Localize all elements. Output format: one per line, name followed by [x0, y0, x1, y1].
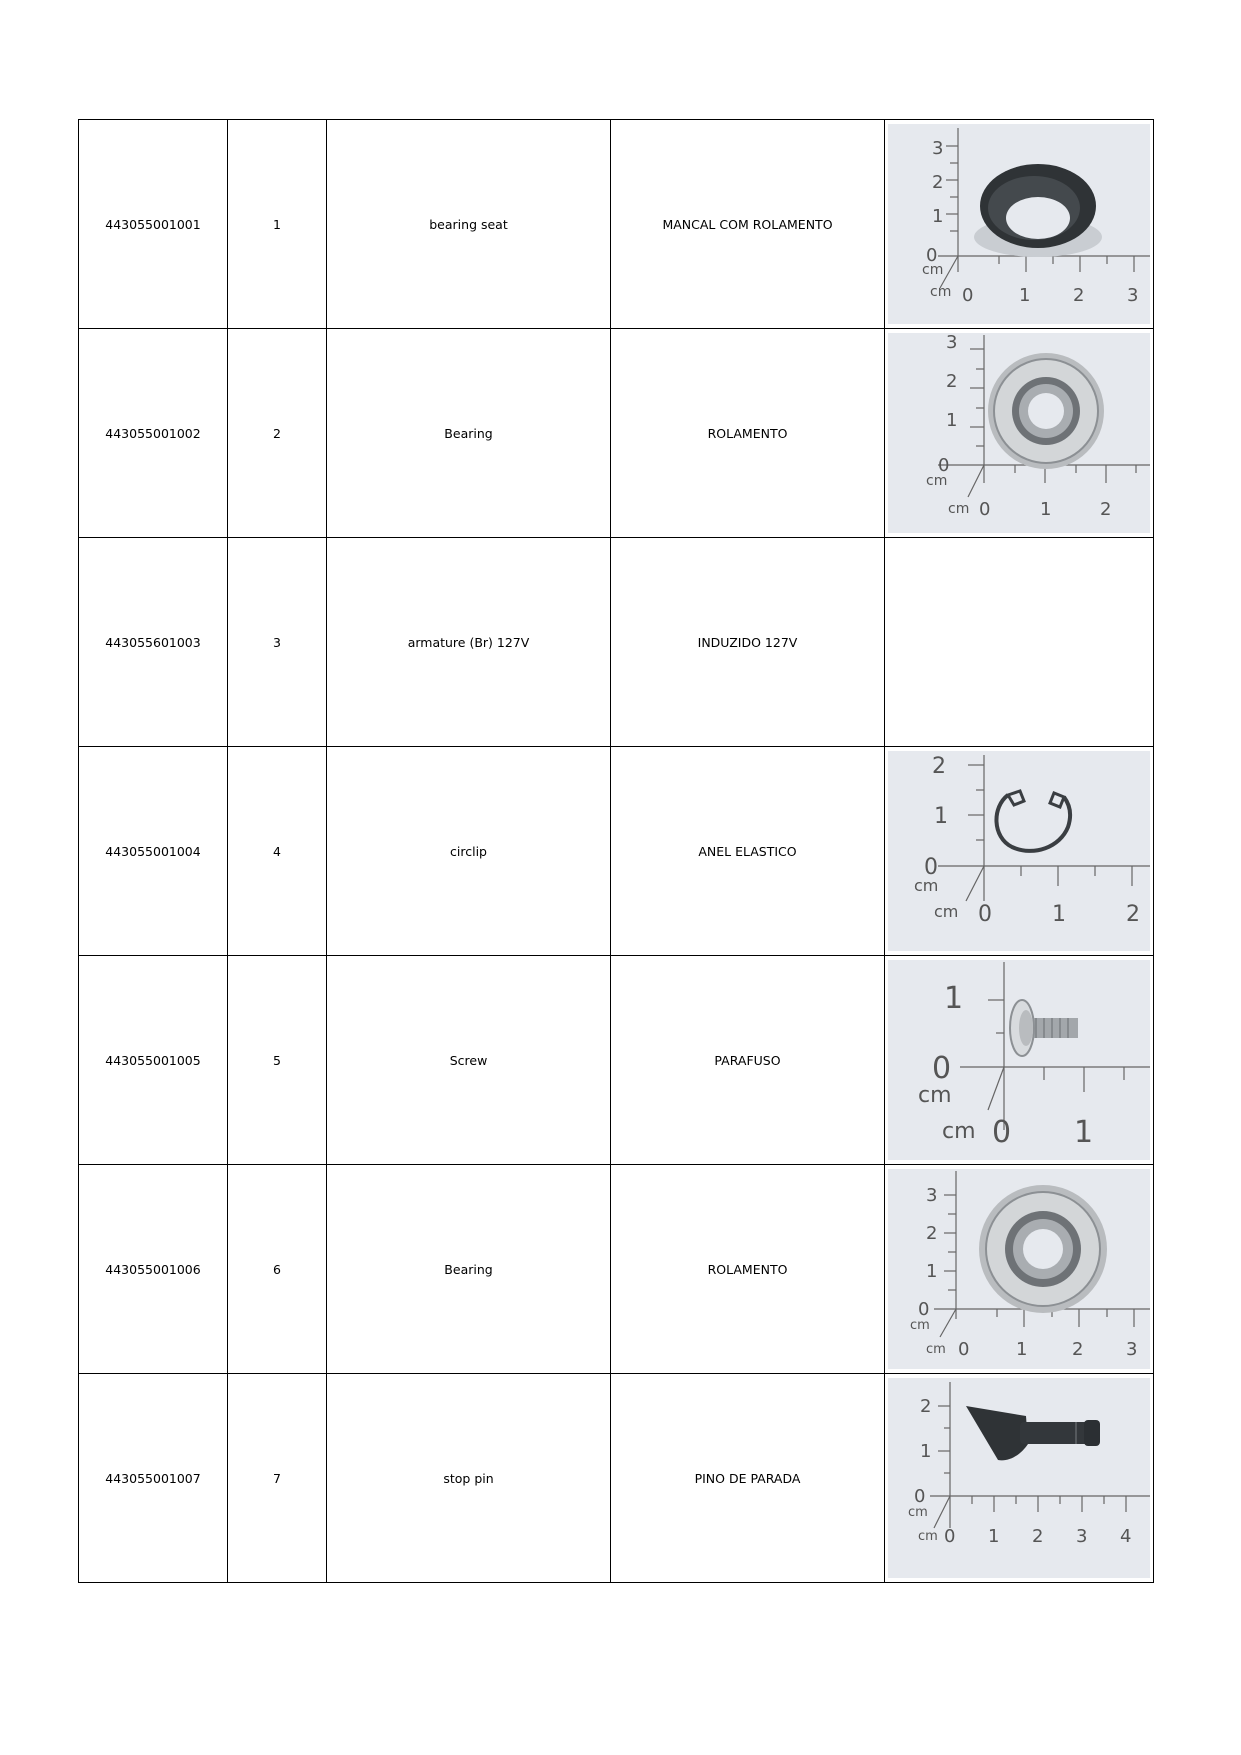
bearing-seat-photo [888, 124, 1150, 324]
ruler-unit-label: cm [926, 473, 948, 489]
ruler-tick-label: 1 [944, 981, 964, 1016]
part-number: 443055601003 [79, 538, 228, 747]
ruler-tick-label: 2 [1126, 902, 1140, 927]
part-photo [888, 751, 1150, 951]
photo-cell [885, 1165, 1154, 1374]
position-number: 3 [228, 538, 327, 747]
part-photo [888, 1378, 1150, 1578]
photo-cell [885, 956, 1154, 1165]
ruler-tick-label: 2 [1073, 285, 1085, 306]
description-english: bearing seat [327, 120, 611, 329]
description-portuguese: INDUZIDO 127V [611, 538, 885, 747]
description-portuguese: PARAFUSO [611, 956, 885, 1165]
part-number: 443055001006 [79, 1165, 228, 1374]
parts-table [78, 119, 1154, 1583]
ruler-tick-label: 0 [914, 1486, 926, 1507]
photo-cell [885, 120, 1154, 329]
photo-cell [885, 329, 1154, 538]
ruler-tick-label: 2 [926, 1223, 938, 1244]
description-portuguese: ROLAMENTO [611, 329, 885, 538]
table-row [79, 1374, 1154, 1583]
ruler-tick-label: 0 [918, 1299, 930, 1320]
position-number: 5 [228, 956, 327, 1165]
part-number: 443055001007 [79, 1374, 228, 1583]
part-number: 443055001005 [79, 956, 228, 1165]
ruler-tick-label: 3 [932, 138, 944, 159]
ruler-tick-label: 0 [992, 1115, 1012, 1150]
ruler-tick-label: 2 [1072, 1339, 1084, 1360]
ruler-unit-label: cm [948, 501, 970, 517]
part-photo [888, 960, 1150, 1160]
part-photo-empty [888, 542, 1150, 742]
ruler-tick-label: 0 [979, 499, 991, 520]
part-photo [888, 333, 1150, 533]
part-number: 443055001002 [79, 329, 228, 538]
ruler-tick-label: 0 [932, 1051, 952, 1086]
ruler-tick-label: 3 [1127, 285, 1139, 306]
ruler-unit-label: cm [918, 1083, 952, 1108]
ruler-unit-label: cm [908, 1505, 928, 1520]
position-number: 2 [228, 329, 327, 538]
table-row [79, 120, 1154, 329]
photo-cell [885, 747, 1154, 956]
position-number: 4 [228, 747, 327, 956]
description-portuguese: PINO DE PARADA [611, 1374, 885, 1583]
ruler-tick-label: 1 [988, 1526, 1000, 1547]
description-english: Bearing [327, 1165, 611, 1374]
stop-pin-photo [888, 1378, 1150, 1578]
position-number: 7 [228, 1374, 327, 1583]
part-number: 443055001004 [79, 747, 228, 956]
table-row [79, 956, 1154, 1165]
ruler-unit-label: cm [922, 262, 944, 278]
ruler-tick-label: 3 [1076, 1526, 1088, 1547]
description-portuguese: ANEL ELASTICO [611, 747, 885, 956]
position-number: 1 [228, 120, 327, 329]
description-english: stop pin [327, 1374, 611, 1583]
table-row [79, 538, 1154, 747]
bearing-photo [888, 333, 1150, 533]
ruler-unit-label: cm [942, 1119, 976, 1144]
ruler-tick-label: 1 [934, 804, 948, 829]
ruler-tick-label: 1 [1074, 1115, 1094, 1150]
table-row [79, 1165, 1154, 1374]
part-photo [888, 124, 1150, 324]
ruler-tick-label: 3 [946, 333, 958, 353]
screw-photo [888, 960, 1150, 1160]
photo-cell [885, 1374, 1154, 1583]
position-number: 6 [228, 1165, 327, 1374]
ruler-tick-label: 1 [1040, 499, 1052, 520]
table-row [79, 329, 1154, 538]
ruler-tick-label: 0 [958, 1339, 970, 1360]
ruler-tick-label: 3 [926, 1185, 938, 1206]
ruler-tick-label: 1 [1052, 902, 1066, 927]
ruler-tick-label: 1 [1016, 1339, 1028, 1360]
description-english: Screw [327, 956, 611, 1165]
description-english: Bearing [327, 329, 611, 538]
part-photo [888, 1169, 1150, 1369]
ruler-tick-label: 1 [932, 206, 944, 227]
ruler-tick-label: 3 [1126, 1339, 1138, 1360]
ruler-tick-label: 1 [1019, 285, 1031, 306]
description-portuguese: ROLAMENTO [611, 1165, 885, 1374]
table-row [79, 747, 1154, 956]
ruler-tick-label: 2 [920, 1396, 932, 1417]
ruler-unit-label: cm [914, 876, 939, 895]
ruler-unit-label: cm [910, 1318, 930, 1333]
ruler-tick-label: 4 [1120, 1526, 1132, 1547]
ruler-tick-label: 2 [946, 371, 958, 392]
ruler-unit-label: cm [934, 902, 959, 921]
circlip-photo [888, 751, 1150, 951]
ruler-tick-label: 1 [946, 410, 958, 431]
ruler-tick-label: 1 [920, 1441, 932, 1462]
ruler-tick-label: 0 [938, 455, 950, 476]
part-number: 443055001001 [79, 120, 228, 329]
ruler-tick-label: 0 [978, 902, 992, 927]
ruler-tick-label: 0 [924, 855, 938, 880]
ruler-tick-label: 1 [926, 1261, 938, 1282]
description-english: armature (Br) 127V [327, 538, 611, 747]
ruler-unit-label: cm [918, 1529, 938, 1544]
ruler-tick-label: 2 [1032, 1526, 1044, 1547]
ruler-unit-label: cm [930, 284, 952, 300]
ruler-tick-label: 2 [932, 172, 944, 193]
bearing-photo [888, 1169, 1150, 1369]
ruler-unit-label: cm [926, 1342, 946, 1357]
ruler-tick-label: 0 [944, 1526, 956, 1547]
ruler-tick-label: 2 [1100, 499, 1112, 520]
photo-cell [885, 538, 1154, 747]
description-english: circlip [327, 747, 611, 956]
ruler-tick-label: 0 [962, 285, 974, 306]
description-portuguese: MANCAL COM ROLAMENTO [611, 120, 885, 329]
ruler-tick-label: 2 [932, 754, 946, 779]
ruler-tick-label: 0 [926, 245, 938, 266]
